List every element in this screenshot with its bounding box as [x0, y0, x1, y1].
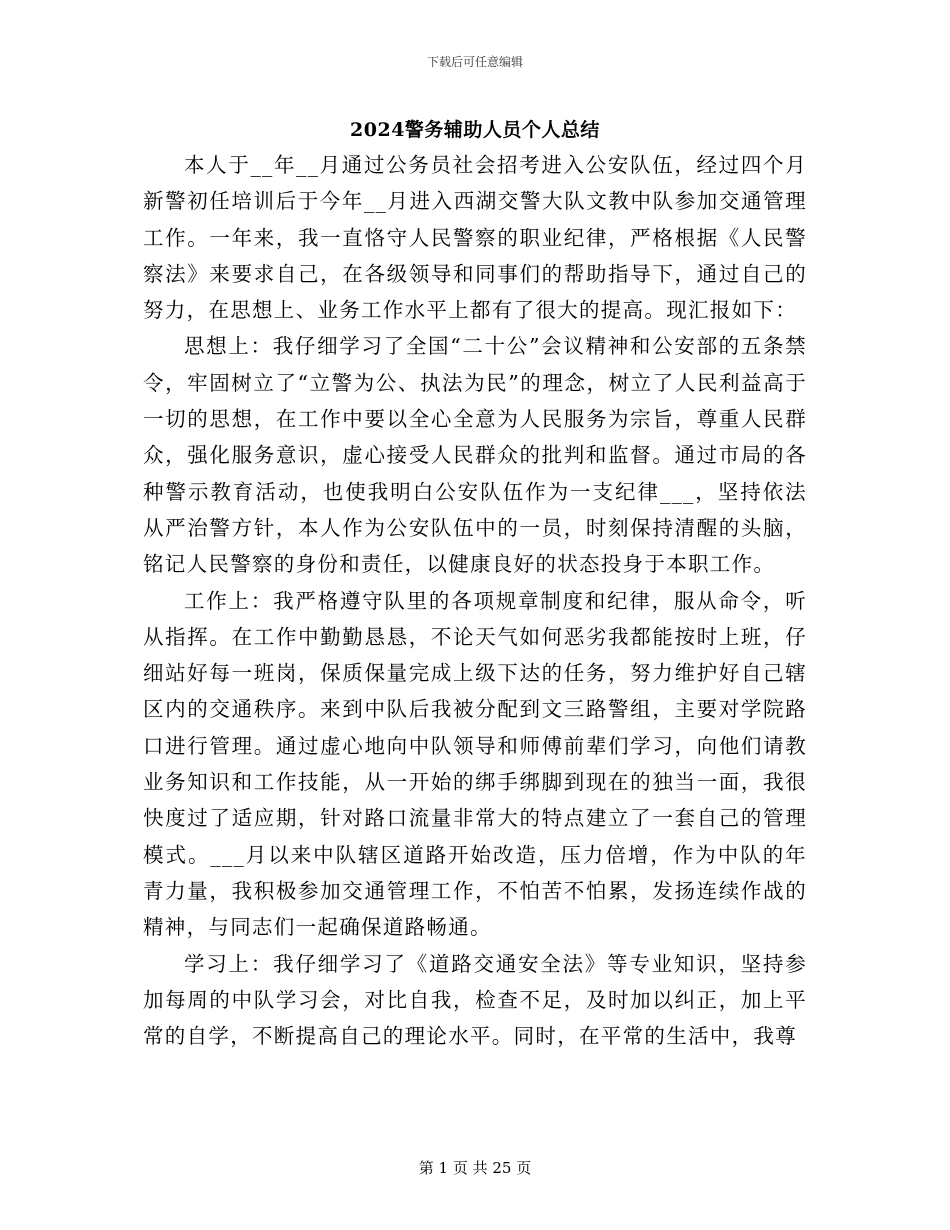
page-header-note: 下载后可任意编辑	[426, 55, 523, 69]
paragraph-thought: 思想上：我仔细学习了全国“二十公”会议精神和公安部的五条禁令，牢固树立了“立警为公、执法为民”的理念，树立了人民利益高于一切的思想，在工作中要以全心全意为人民服务为宗旨，尊重人民群众，强化服务意识，虚心接受人民群众的批判和监督。通过市局的各种警示教育活动，也使我明白公安队伍作为一支纪律___，坚持依法从严治警方针，本人作为公安队伍中的一员，时刻保持清醒的头脑，铭记人民警察的身份和责任，以健康良好的状态投身于本职工作。	[143, 334, 807, 577]
page-number-footer: 第 1 页 共 25 页	[418, 1159, 532, 1177]
paragraph-intro: 本人于__年__月通过公务员社会招考进入公安队伍，经过四个月新警初任培训后于今年__月进入西湖交警大队文教中队参加交通管理工作。一年来，我一直恪守人民警察的职业纪律，严格根据《人民警察法》来要求自己，在各级领导和同事们的帮助指导下，通过自己的努力，在思想上、业务工作水平上都有了很大的提高。现汇报如下：	[143, 153, 807, 323]
document-body	[143, 147, 807, 1054]
paragraph-study: 学习上：我仔细学习了《道路交通安全法》等专业知识，坚持参加每周的中队学习会，对比自我，检查不足，及时加以纠正，加上平常的自学，不断提高自己的理论水平。同时，在平常的生活中，我尊	[143, 951, 807, 1049]
paragraph-work: 工作上：我严格遵守队里的各项规章制度和纪律，服从命令，听从指挥。在工作中勤勤恳恳，不论天气如何恶劣我都能按时上班，仔细站好每一班岗，保质保量完成上级下达的任务，努力维护好自己辖区内的交通秩序。来到中队后我被分配到文三路警组，主要对学院路口进行管理。通过虚心地向中队领导和师傅前辈们学习，向他们请教业务知识和工作技能，从一开始的绑手绑脚到现在的独当一面，我很快度过了适应期，针对路口流量非常大的特点建立了一套自己的管理模式。___月以来中队辖区道路开始改造，压力倍增，作为中队的年青力量，我积极参加交通管理工作，不怕苦不怕累，发扬连续作战的精神，与同志们一起确保道路畅通。	[143, 588, 807, 940]
document-title: 2024警务辅助人员个人总结	[350, 119, 600, 141]
